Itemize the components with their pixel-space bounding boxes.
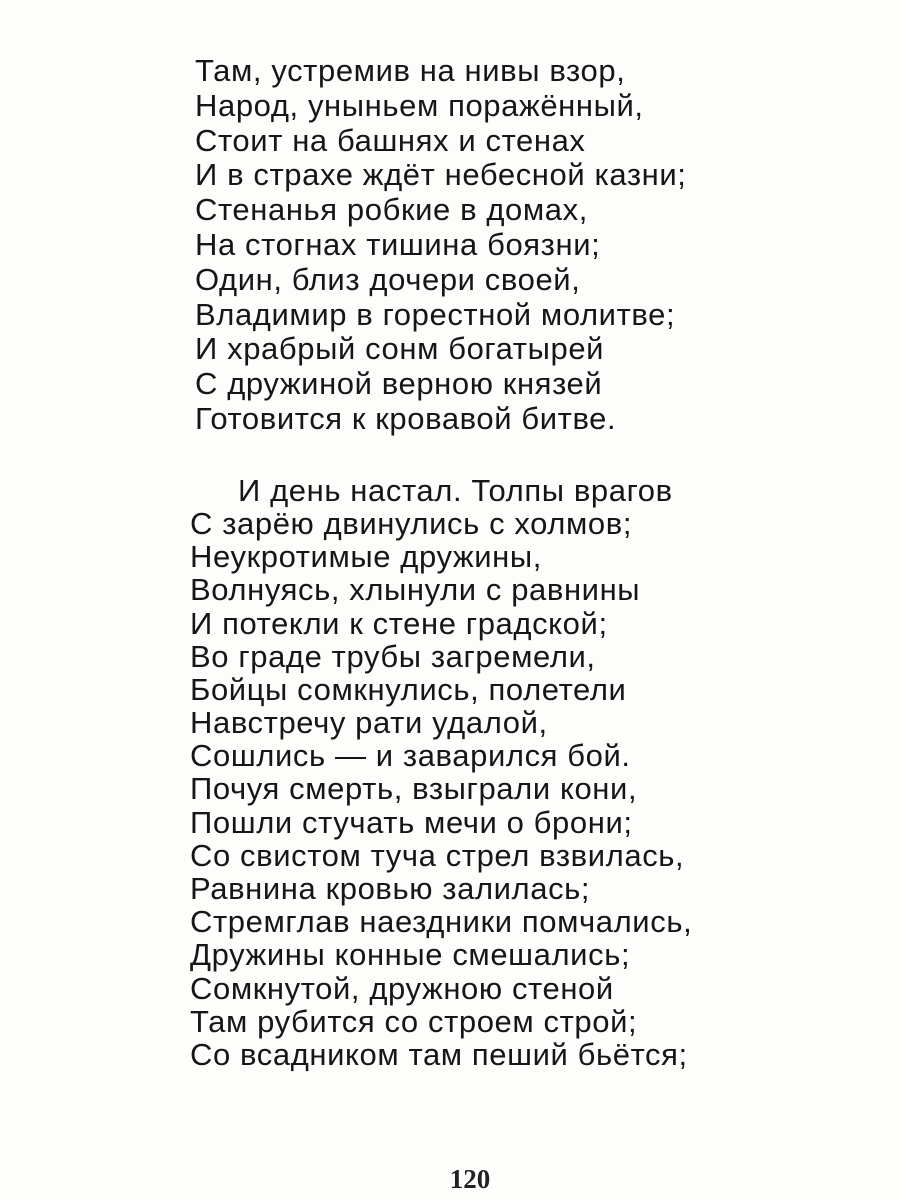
poem-text <box>190 53 693 1072</box>
poem-line: И день настал. Толпы врагов <box>238 472 673 508</box>
poem-line: Там рубится со строем строй; <box>190 1003 638 1039</box>
poem-line: Неукротимые дружины, <box>190 539 543 575</box>
stanza-1 <box>195 54 692 437</box>
poem-line: Со всадником там пеший бьётся; <box>190 1036 688 1072</box>
poem-line: Почуя смерть, взыграли кони, <box>190 771 638 807</box>
poem-line: И потекли к стене градской; <box>190 605 608 641</box>
poem-line: И в страхе ждёт небесной казни; <box>195 157 687 193</box>
poem-line: Волнуясь, хлынули с равнины <box>190 572 641 608</box>
poem-line: Навстречу рати удалой, <box>190 705 548 741</box>
poem-line: Народ, уныньем поражённый, <box>195 87 644 123</box>
poem-line: Со свистом туча стрел взвилась, <box>190 837 685 873</box>
poem-line: Пошли стучать мечи о брони; <box>190 804 633 840</box>
poem-line: Во граде трубы загремели, <box>190 638 596 674</box>
poem-line: Дружины конные смешались; <box>190 937 631 973</box>
stanza-2 <box>190 474 692 1071</box>
poem-line: Там, устремив на нивы взор, <box>195 53 626 88</box>
poem-line: Готовится к кровавой битве. <box>195 400 617 436</box>
poem-line: Владимир в горестной молитве; <box>195 296 676 332</box>
poem-line: Сошлись — и заварился бой. <box>190 738 631 774</box>
poem-line: На стогнах тишина боязни; <box>195 226 601 262</box>
poem-line: Один, близ дочери своей, <box>195 261 581 297</box>
page-number: 120 <box>449 1164 491 1194</box>
poem-line: С зарёю двинулись с холмов; <box>190 505 633 541</box>
poem-line: Стенанья робкие в домах, <box>195 192 588 228</box>
poem-line: Равнина кровью залилась; <box>190 871 591 907</box>
poem-line: С дружиной верною князей <box>195 366 603 402</box>
poem-line: Бойцы сомкнулись, полетели <box>190 671 627 707</box>
poem-line: Стоит на башнях и стенах <box>195 122 586 158</box>
poem-line: Сомкнутой, дружною стеной <box>190 970 614 1006</box>
poem-line: Стремглав наездники помчались, <box>190 904 693 940</box>
poem-line: И храбрый сонм богатырей <box>195 331 605 367</box>
